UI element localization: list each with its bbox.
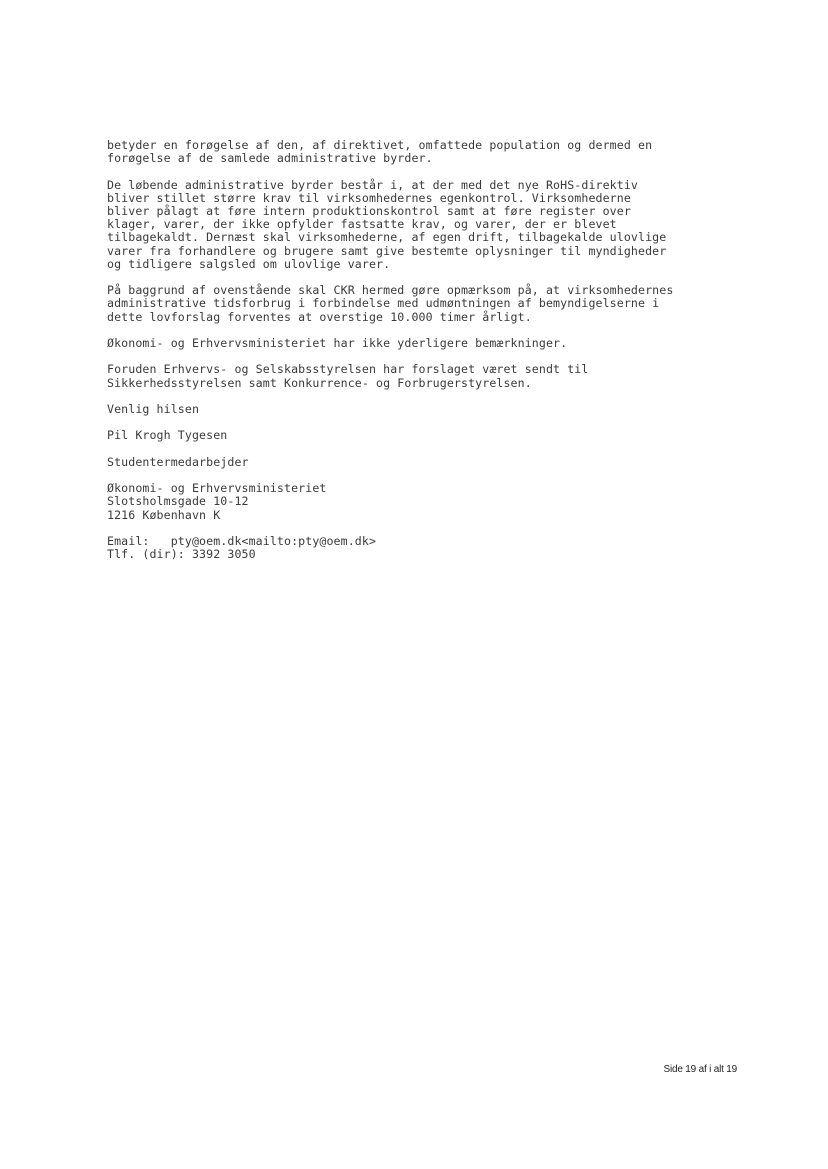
text-line: bliver pålagt at føre intern produktionskontrol samt at føre register over <box>107 204 631 218</box>
closing-salutation: Venlig hilsen <box>107 401 200 416</box>
text-line: De løbende administrative byrder består i, at der med det nye RoHS-direktiv <box>107 177 639 192</box>
text-line: klager, varer, der ikke opfylder fastsatte krav, og varer, der er blevet <box>107 217 617 232</box>
text-line: administrative tidsforbrug i forbindelse med udmøntningen af bemyndigelserne i <box>107 296 660 311</box>
paragraph-ckr-notice <box>107 284 787 324</box>
paragraph-ongoing-burdens <box>107 179 787 271</box>
signer-name: Pil Krogh Tygesen <box>107 428 228 443</box>
text-line: Økonomi- og Erhvervsministeriet har ikke yderligere bemærkninger. <box>107 336 568 350</box>
text-line: På baggrund af ovenstående skal CKR hermed gøre opmærksom på, at virksomhedernes <box>107 283 674 298</box>
text-line: dette lovforslag forventes at overstige 10.000 timer årligt. <box>107 309 532 324</box>
text-line: bliver stillet større krav til virksomhedernes egenkontrol. Virksomhederne <box>107 190 631 205</box>
text-line: og tidligere salgsled om ulovlige varer. <box>107 256 391 271</box>
page-number-footer: Side 19 af i alt 19 <box>663 1064 737 1075</box>
address-city: 1216 København K <box>107 507 221 522</box>
text-line: betyder en forøgelse af den, af direktivet, omfattede population og dermed en <box>107 138 653 152</box>
text-line: forøgelse af de samlede administrative byrder. <box>107 151 433 166</box>
text-line: Foruden Erhvervs- og Selskabsstyrelsen har forslaget været sendt til <box>107 362 589 377</box>
text-line: tilbagekaldt. Dernæst skal virksomhederne, af egen drift, tilbagekalde ulovlige <box>107 230 667 245</box>
address-org: Økonomi- og Erhvervsministeriet <box>107 481 327 496</box>
signer-title: Studentermedarbejder <box>107 454 249 469</box>
paragraph-distribution <box>107 363 787 389</box>
address-street: Slotsholmsgade 10-12 <box>107 494 249 509</box>
phone-line: Tlf. (dir): 3392 3050 <box>107 547 256 562</box>
text-line: Sikkerhedsstyrelsen samt Konkurrence- og Forbrugerstyrelsen. <box>107 375 532 390</box>
address-block <box>107 482 787 522</box>
email-line[interactable]: Email: pty@oem.dk<mailto:pty@oem.dk> <box>107 533 377 548</box>
paragraph-no-further-remarks <box>107 337 787 350</box>
text-line: varer fra forhandlere og brugere samt give bestemte oplysninger til myndigheder <box>107 243 667 258</box>
contact-block <box>107 535 787 561</box>
paragraph-population <box>107 139 787 165</box>
letter-body <box>107 139 787 575</box>
